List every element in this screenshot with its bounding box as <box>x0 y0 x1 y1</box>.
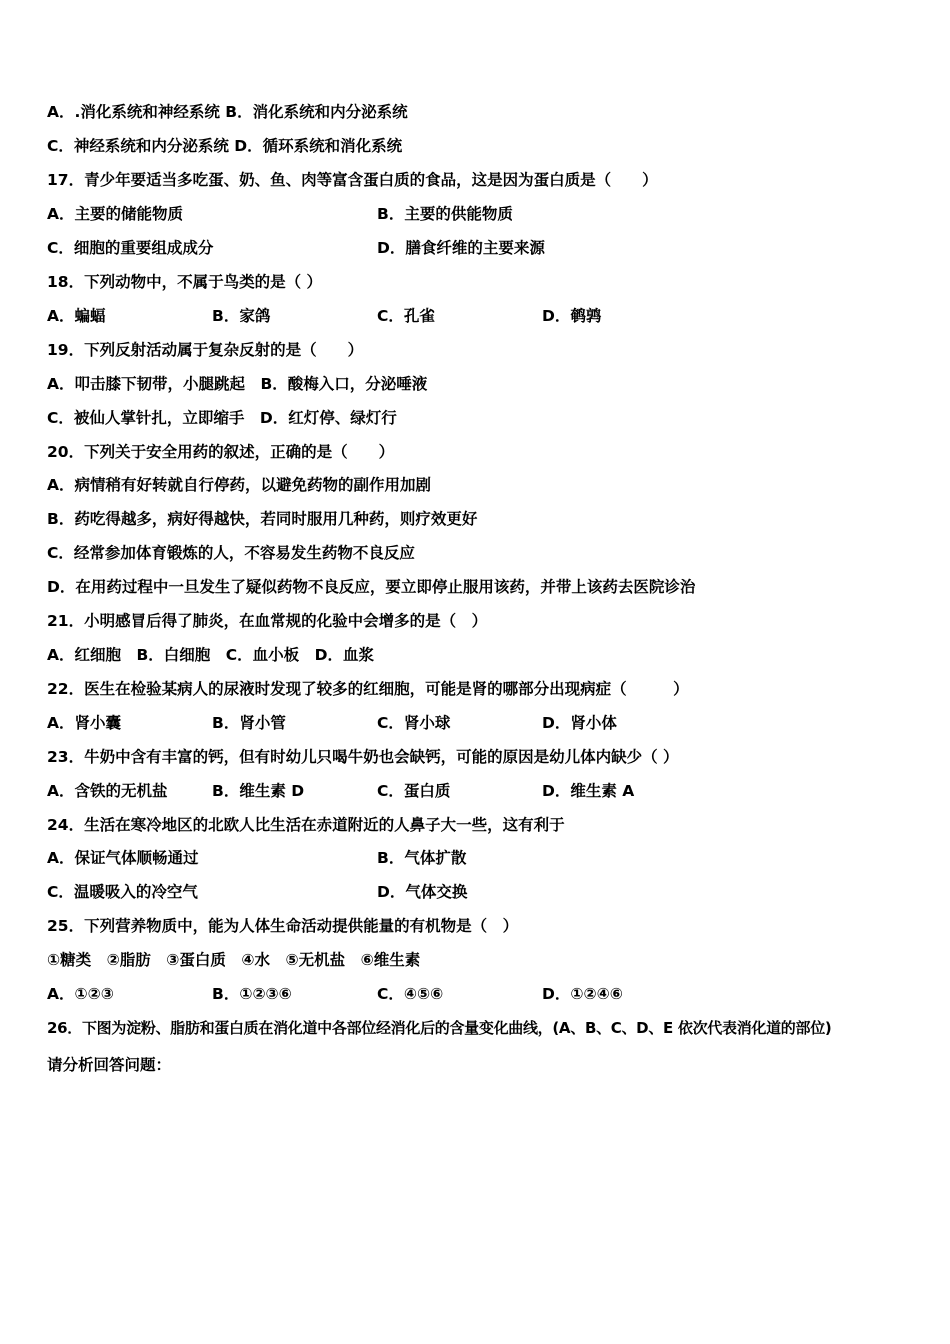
option-a: A．保证气体顺畅通过 <box>47 849 199 867</box>
option-c: C．蛋白质 <box>377 782 451 800</box>
q17-stem: 17．青少年要适当多吃蛋、奶、鱼、肉等富含蛋白质的食品，这是因为蛋白质是（ ） <box>47 171 658 189</box>
option-a: A．蝙蝠 <box>47 307 106 325</box>
q20-option-d: D．在用药过程中一旦发生了疑似药物不良反应，要立即停止服用该药，并带上该药去医院诊治 <box>47 578 696 596</box>
q20-option-a: A．病情稍有好转就自行停药，以避免药物的副作用加剧 <box>47 476 431 494</box>
option-c: C．细胞的重要组成成分 <box>47 239 214 257</box>
option-d: D．膳食纤维的主要来源 <box>377 239 545 257</box>
option-a: A．主要的储能物质 <box>47 205 183 223</box>
q22-stem: 22．医生在检验某病人的尿液时发现了较多的红细胞，可能是肾的哪部分出现病症（ ） <box>47 680 689 698</box>
option-c: C．孔雀 <box>377 307 435 325</box>
option-b: B．①②③⑥ <box>212 985 292 1003</box>
option-b: B．气体扩散 <box>377 849 467 867</box>
option-c: C．④⑤⑥ <box>377 985 444 1003</box>
q26-stem: 26．下图为淀粉、脂肪和蛋白质在消化道中各部位经消化后的含量变化曲线，(A、B、C、D、E 依次代表消化道的部位) <box>47 1019 832 1037</box>
option-d: D．气体交换 <box>377 883 468 901</box>
option-d: D．①②④⑥ <box>542 985 623 1003</box>
q26-prompt: 请分析回答问题： <box>47 1056 172 1074</box>
q24-stem: 24．生活在寒冷地区的北欧人比生活在赤道附近的人鼻子大一些，这有利于 <box>47 816 565 834</box>
q16-options-row2: C．神经系统和内分泌系统 D．循环系统和消化系统 <box>47 137 403 155</box>
q19-options-row1: A．叩击膝下韧带，小腿跳起 B．酸梅入口，分泌唾液 <box>47 375 428 393</box>
q19-stem: 19．下列反射活动属于复杂反射的是（ ） <box>47 341 364 359</box>
q20-option-c: C．经常参加体育锻炼的人，不容易发生药物不良反应 <box>47 544 415 562</box>
option-d: D．鹌鹑 <box>542 307 602 325</box>
q16-options-row1: A．.消化系统和神经系统 B．消化系统和内分泌系统 <box>47 103 408 121</box>
q25-items: ①糖类 ②脂肪 ③蛋白质 ④水 ⑤无机盐 ⑥维生素 <box>47 951 421 969</box>
option-b: B．家鸽 <box>212 307 271 325</box>
q18-stem: 18．下列动物中，不属于鸟类的是（ ） <box>47 273 322 291</box>
option-a: A．含铁的无机盐 <box>47 782 168 800</box>
q20-option-b: B．药吃得越多，病好得越快，若同时服用几种药，则疗效更好 <box>47 510 478 528</box>
option-a: A．①②③ <box>47 985 114 1003</box>
q21-options: A．红细胞 B．白细胞 C．血小板 D．血浆 <box>47 646 375 664</box>
option-d: D．肾小体 <box>542 714 617 732</box>
option-d: D．维生素 A <box>542 782 635 800</box>
option-b: B．肾小管 <box>212 714 286 732</box>
option-c: C．肾小球 <box>377 714 451 732</box>
option-b: B．主要的供能物质 <box>377 205 513 223</box>
q25-stem: 25．下列营养物质中，能为人体生命活动提供能量的有机物是（ ） <box>47 917 519 935</box>
q23-stem: 23．牛奶中含有丰富的钙，但有时幼儿只喝牛奶也会缺钙，可能的原因是幼儿体内缺少（ ） <box>47 748 679 766</box>
q21-stem: 21．小明感冒后得了肺炎，在血常规的化验中会增多的是（ ） <box>47 612 488 630</box>
option-c: C．温暖吸入的冷空气 <box>47 883 198 901</box>
q20-stem: 20．下列关于安全用药的叙述，正确的是（ ） <box>47 443 395 461</box>
q19-options-row2: C．被仙人掌针扎，立即缩手 D．红灯停、绿灯行 <box>47 409 397 427</box>
option-a: A．肾小囊 <box>47 714 121 732</box>
option-b: B．维生素 D <box>212 782 305 800</box>
